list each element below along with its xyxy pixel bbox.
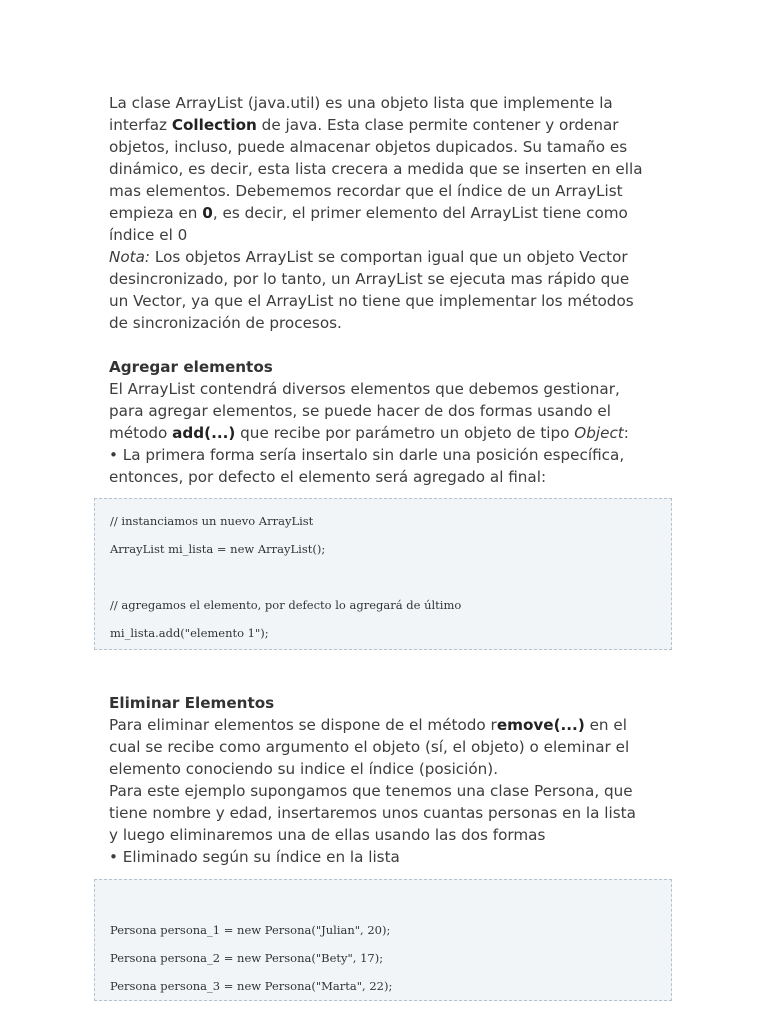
document-body: [109, 92, 669, 488]
note-line: Nota: Los objetos ArrayList se comportan igual que un objeto Vector: [109, 248, 628, 266]
add-line: método add(...) que recibe por parámetro un objeto de tipo Object:: [109, 424, 629, 442]
add-method-term: add(...): [172, 424, 236, 442]
code-line: Persona persona_2 = new Persona("Bety", 17);: [110, 951, 384, 965]
zero-index-term: 0: [202, 204, 213, 222]
intro-line: mas elementos. Debememos recordar que el índice de un ArrayList: [109, 182, 623, 200]
remove-line: y luego eliminaremos una de ellas usando las dos formas: [109, 826, 546, 844]
note-line: desincronizado, por lo tanto, un ArrayList se ejecuta mas rápido que: [109, 270, 630, 288]
remove-line: Para eliminar elementos se dispone de el método remove(...) en el: [109, 716, 627, 734]
add-line: El ArrayList contendrá diversos elementos que debemos gestionar,: [109, 380, 620, 398]
intro-line: objetos, incluso, puede almacenar objetos dupicados. Su tamaño es: [109, 138, 628, 156]
add-bullet-line: • La primera forma sería insertalo sin darle una posición específica,: [109, 446, 625, 464]
collection-term: Collection: [171, 116, 257, 134]
object-type-term: Object: [574, 424, 624, 442]
note-line: un Vector, ya que el ArrayList no tiene que implementar los métodos: [109, 292, 634, 310]
add-line: entonces, por defecto el elemento será agregado al final:: [109, 468, 547, 486]
remove-line: cual se recibe como argumento el objeto (sí, el objeto) o eleminar el: [109, 738, 630, 756]
intro-line: interfaz Collection de java. Esta clase permite contener y ordenar: [109, 116, 619, 134]
remove-method-term: emove(...): [496, 716, 585, 734]
code-comment: // agregamos el elemento, por defecto lo agregará de último: [110, 598, 462, 612]
code-line: Persona persona_3 = new Persona("Marta", 22);: [110, 979, 393, 993]
add-elements-heading: Agregar elementos: [109, 358, 273, 376]
intro-line: índice el 0: [109, 226, 188, 244]
code-line: Persona persona_1 = new Persona("Julian", 20);: [110, 923, 391, 937]
code-comment: // instanciamos un nuevo ArrayList: [110, 514, 314, 528]
remove-section: [109, 692, 669, 868]
code-block-add: [94, 498, 672, 650]
remove-elements-heading: Eliminar Elementos: [109, 694, 275, 712]
code-line: mi_lista.add("elemento 1");: [110, 626, 269, 640]
note-label: Nota:: [109, 248, 151, 266]
intro-line: empieza en 0, es decir, el primer elemento del ArrayList tiene como: [109, 204, 628, 222]
remove-line: elemento conociendo su indice el índice (posición).: [109, 760, 499, 778]
add-line: para agregar elementos, se puede hacer de dos formas usando el: [109, 402, 611, 420]
remove-line: Para este ejemplo supongamos que tenemos una clase Persona, que: [109, 782, 633, 800]
remove-line: tiene nombre y edad, insertaremos unos cuantas personas en la lista: [109, 804, 636, 822]
note-line: de sincronización de procesos.: [109, 314, 342, 332]
code-block-persona: [94, 879, 672, 1001]
intro-line: dinámico, es decir, esta lista crecera a medida que se inserten en ella: [109, 160, 643, 178]
code-line: ArrayList mi_lista = new ArrayList();: [110, 542, 326, 556]
remove-bullet-line: • Eliminado según su índice en la lista: [109, 848, 400, 866]
intro-line: La clase ArrayList (java.util) es una objeto lista que implemente la: [109, 94, 613, 112]
